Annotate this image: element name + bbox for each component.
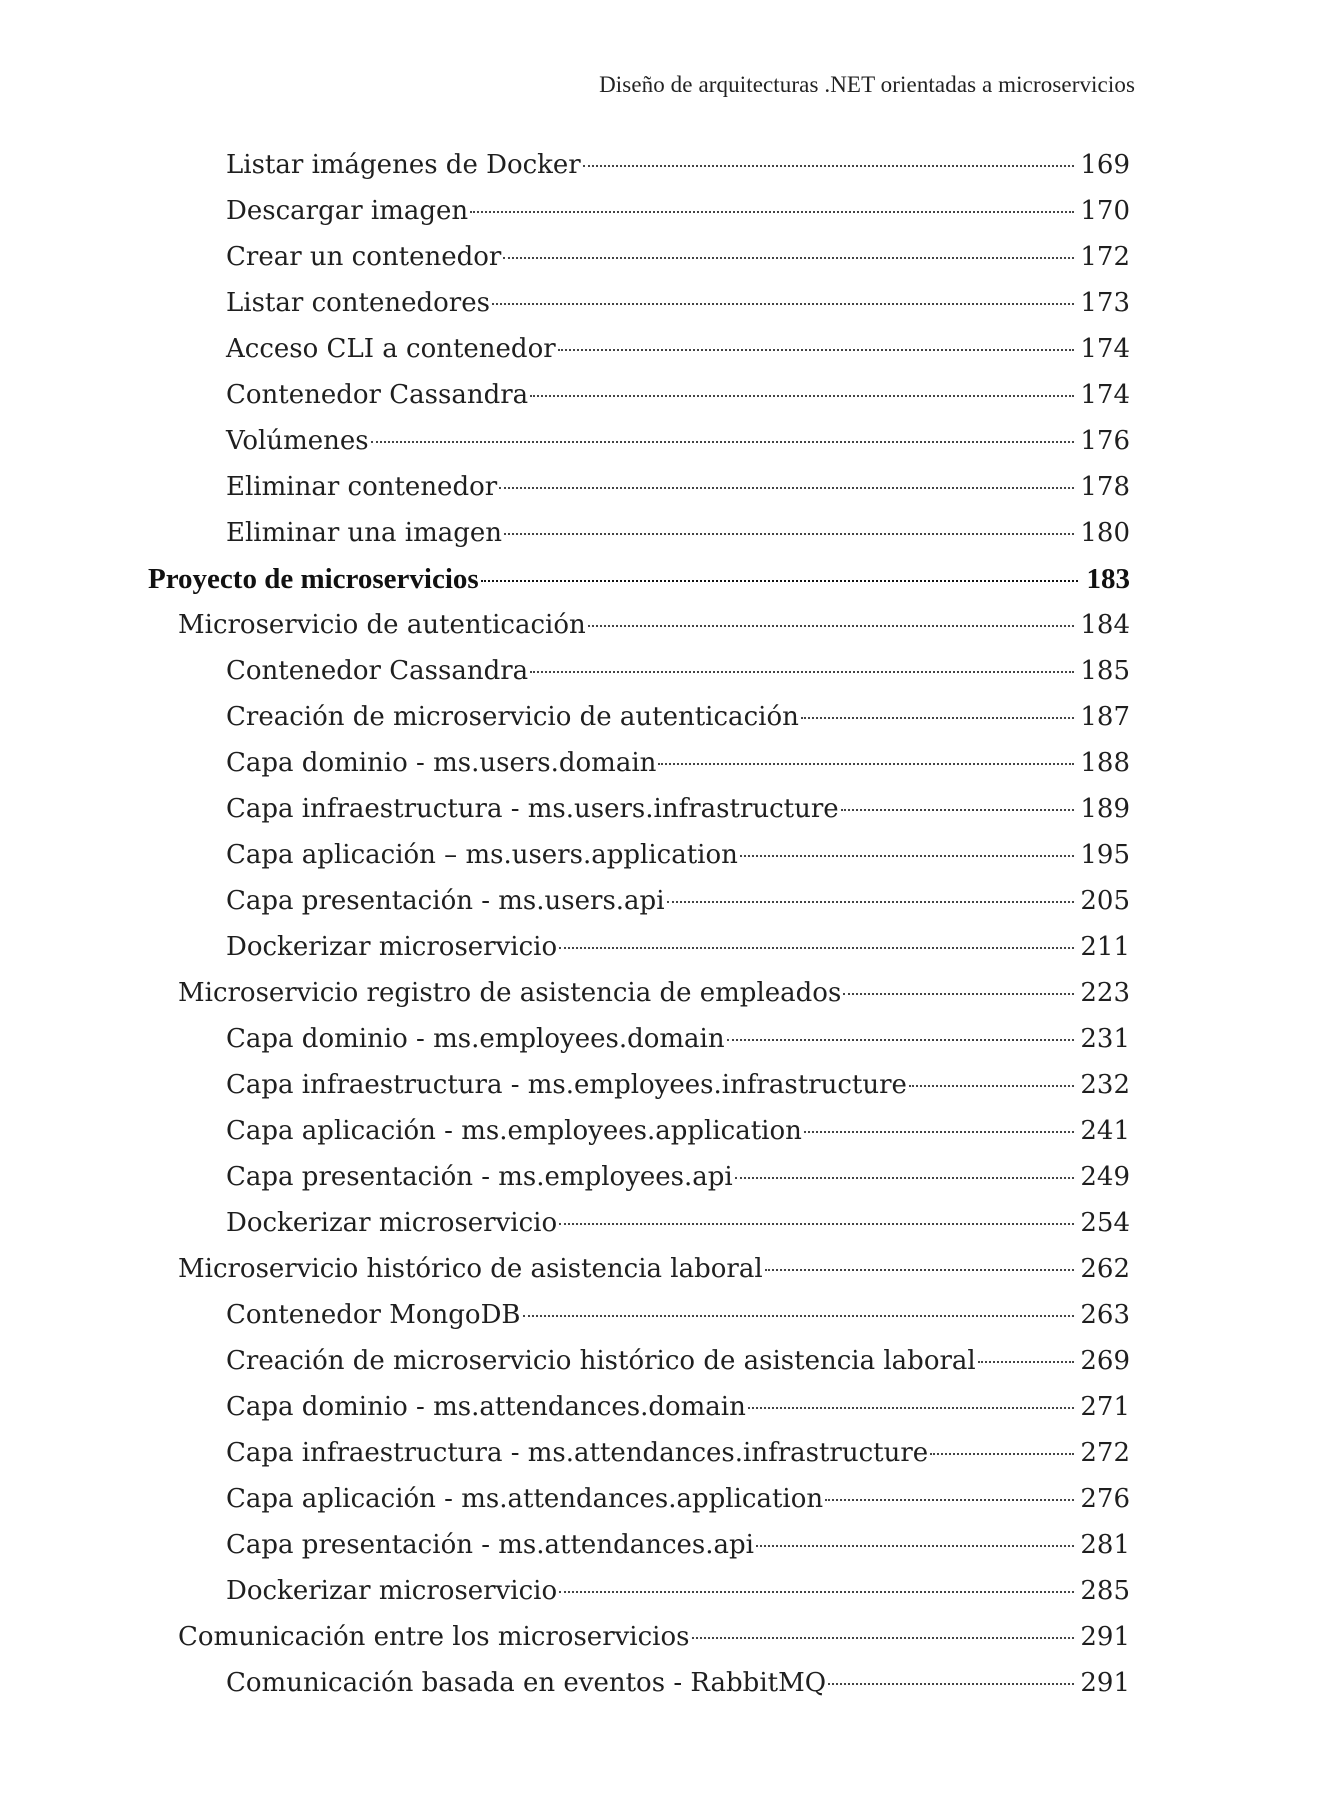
toc-entry-page-number: 285 [1080,1576,1130,1606]
toc-entry-title: Dockerizar microservicio [226,1208,558,1238]
toc-entry-title: Capa dominio - ms.employees.domain [226,1024,725,1054]
dot-leader [756,1545,1074,1547]
dot-leader [559,1591,1074,1593]
toc-entry-page-number: 185 [1080,656,1130,686]
toc-entry-page-number: 232 [1080,1070,1130,1100]
dot-leader [801,717,1075,719]
toc-entry[interactable] [226,924,1130,970]
toc-entry[interactable] [226,1062,1130,1108]
toc-entry-page-number: 187 [1080,702,1130,732]
toc-entry[interactable] [148,556,1130,602]
toc-entry-page-number: 180 [1080,518,1130,548]
toc-entry-page-number: 291 [1080,1622,1130,1652]
dot-leader [727,1039,1075,1041]
toc-entry-page-number: 183 [1086,563,1130,595]
toc-entry[interactable] [226,142,1130,188]
toc-entry-page-number: 254 [1080,1208,1130,1238]
toc-entry-page-number: 281 [1080,1530,1130,1560]
toc-entry-page-number: 269 [1080,1346,1130,1376]
toc-entry-page-number: 262 [1080,1254,1130,1284]
toc-entry-page-number: 263 [1080,1300,1130,1330]
toc-entry-page-number: 178 [1080,472,1130,502]
dot-leader [843,993,1074,995]
running-header: Diseño de arquitecturas .NET orientadas a microservicios [599,72,1135,97]
toc-entry-title: Microservicio registro de asistencia de empleados [178,978,842,1008]
toc-entry-page-number: 170 [1080,196,1130,226]
toc-entry[interactable] [226,1568,1130,1614]
toc-entry[interactable] [226,786,1130,832]
toc-entry-page-number: 174 [1080,334,1130,364]
dot-leader [492,303,1074,305]
toc-entry[interactable] [178,970,1130,1016]
toc-entry[interactable] [226,1338,1130,1384]
dot-leader [371,441,1075,443]
toc-entry[interactable] [226,234,1130,280]
toc-entry-page-number: 184 [1080,610,1130,640]
toc-entry-page-number: 189 [1080,794,1130,824]
toc-entry-title: Dockerizar microservicio [226,932,558,962]
dot-leader [499,487,1074,489]
dot-leader [530,395,1074,397]
dot-leader [658,763,1074,765]
toc-entry[interactable] [178,1614,1130,1660]
dot-leader [909,1085,1074,1087]
toc-entry-title: Microservicio de autenticación [178,610,586,640]
toc-entry[interactable] [178,1246,1130,1292]
toc-entry-title: Creación de microservicio histórico de asistencia laboral [226,1346,976,1376]
dot-leader [470,211,1074,213]
toc-entry-title: Eliminar contenedor [226,472,498,502]
dot-leader [740,855,1074,857]
toc-entry-title: Capa infraestructura - ms.attendances.infrastructure [226,1438,929,1468]
toc-entry-title: Capa presentación - ms.users.api [226,886,665,916]
toc-entry[interactable] [226,418,1130,464]
dot-leader [588,625,1075,627]
toc-entry-title: Capa infraestructura - ms.employees.infrastructure [226,1070,907,1100]
toc-entry-title: Microservicio histórico de asistencia laboral [178,1254,763,1284]
toc-entry[interactable] [226,648,1130,694]
toc-entry[interactable] [226,832,1130,878]
toc-entry[interactable] [226,694,1130,740]
toc-entry-title: Listar contenedores [226,288,490,318]
toc-entry-page-number: 176 [1080,426,1130,456]
toc-entry-page-number: 231 [1080,1024,1130,1054]
toc-entry[interactable] [178,602,1130,648]
toc-entry[interactable] [226,1292,1130,1338]
toc-entry[interactable] [226,878,1130,924]
dot-leader [825,1499,1074,1501]
toc-entry-page-number: 205 [1080,886,1130,916]
toc-entry-title: Descargar imagen [226,196,469,226]
toc-entry-title: Comunicación entre los microservicios [178,1622,690,1652]
dot-leader [692,1637,1075,1639]
toc-entry-page-number: 223 [1080,978,1130,1008]
toc-entry-title: Capa aplicación - ms.attendances.application [226,1484,824,1514]
toc-entry-page-number: 271 [1080,1392,1130,1422]
toc-entry-page-number: 211 [1080,932,1130,962]
toc-entry-title: Capa aplicación – ms.users.application [226,840,738,870]
toc-entry[interactable] [226,326,1130,372]
toc-entry[interactable] [226,510,1130,556]
toc-entry-title: Capa presentación - ms.employees.api [226,1162,733,1192]
dot-leader [530,671,1074,673]
toc-entry-page-number: 272 [1080,1438,1130,1468]
toc-entry[interactable] [226,1154,1130,1200]
toc-entry-page-number: 172 [1080,242,1130,272]
toc-entry-title: Contenedor Cassandra [226,656,529,686]
toc-entry[interactable] [226,280,1130,326]
toc-entry-title: Contenedor Cassandra [226,380,529,410]
dot-leader [558,349,1075,351]
toc-entry-title: Contenedor MongoDB [226,1300,521,1330]
toc-entry-title: Creación de microservicio de autenticación [226,702,799,732]
toc-entry-title: Acceso CLI a contenedor [226,334,556,364]
toc-entry[interactable] [226,1200,1130,1246]
toc-entry-page-number: 249 [1080,1162,1130,1192]
toc-entry-title: Capa dominio - ms.attendances.domain [226,1392,746,1422]
dot-leader [930,1453,1074,1455]
toc-entry[interactable] [226,464,1130,510]
toc-entry[interactable] [226,1016,1130,1062]
toc-entry[interactable] [226,188,1130,234]
toc-entry-title: Volúmenes [226,426,369,456]
dot-leader [583,165,1075,167]
toc-entry-title: Capa presentación - ms.attendances.api [226,1530,754,1560]
dot-leader [735,1177,1075,1179]
toc-entry-title: Capa aplicación - ms.employees.application [226,1116,802,1146]
toc-entry-page-number: 169 [1080,150,1130,180]
toc-entry-title: Listar imágenes de Docker [226,150,581,180]
toc-entry-page-number: 174 [1080,380,1130,410]
toc-entry[interactable] [226,1660,1130,1706]
toc-entry-title: Capa infraestructura - ms.users.infrastructure [226,794,839,824]
toc-entry[interactable] [226,1522,1130,1568]
toc-entry-page-number: 188 [1080,748,1130,778]
dot-leader [828,1683,1074,1685]
toc-entry-page-number: 173 [1080,288,1130,318]
toc-entry[interactable] [226,1476,1130,1522]
toc-entry-title: Eliminar una imagen [226,518,503,548]
dot-leader [667,901,1075,903]
toc-entry-page-number: 276 [1080,1484,1130,1514]
dot-leader [804,1131,1075,1133]
dot-leader [503,257,1074,259]
toc-entry-title: Capa dominio - ms.users.domain [226,748,657,778]
toc-entry-title: Dockerizar microservicio [226,1576,558,1606]
dot-leader [748,1407,1075,1409]
toc-entry[interactable] [226,740,1130,786]
toc-entry-page-number: 195 [1080,840,1130,870]
toc-entry[interactable] [226,1108,1130,1154]
toc-entry-page-number: 241 [1080,1116,1130,1146]
toc-entry-title: Proyecto de microservicios [148,563,479,595]
dot-leader [765,1269,1075,1271]
dot-leader [523,1315,1075,1317]
dot-leader [841,809,1075,811]
toc-entry-title: Crear un contenedor [226,242,502,272]
toc-entry[interactable] [226,1384,1130,1430]
toc-entry-page-number: 291 [1080,1668,1130,1698]
dot-leader [504,533,1074,535]
toc-entry[interactable] [226,1430,1130,1476]
toc-entry[interactable] [226,372,1130,418]
dot-leader [481,580,1078,582]
dot-leader [559,947,1074,949]
dot-leader [978,1361,1075,1363]
toc-entry-title: Comunicación basada en eventos - RabbitMQ [226,1668,827,1698]
dot-leader [559,1223,1074,1225]
